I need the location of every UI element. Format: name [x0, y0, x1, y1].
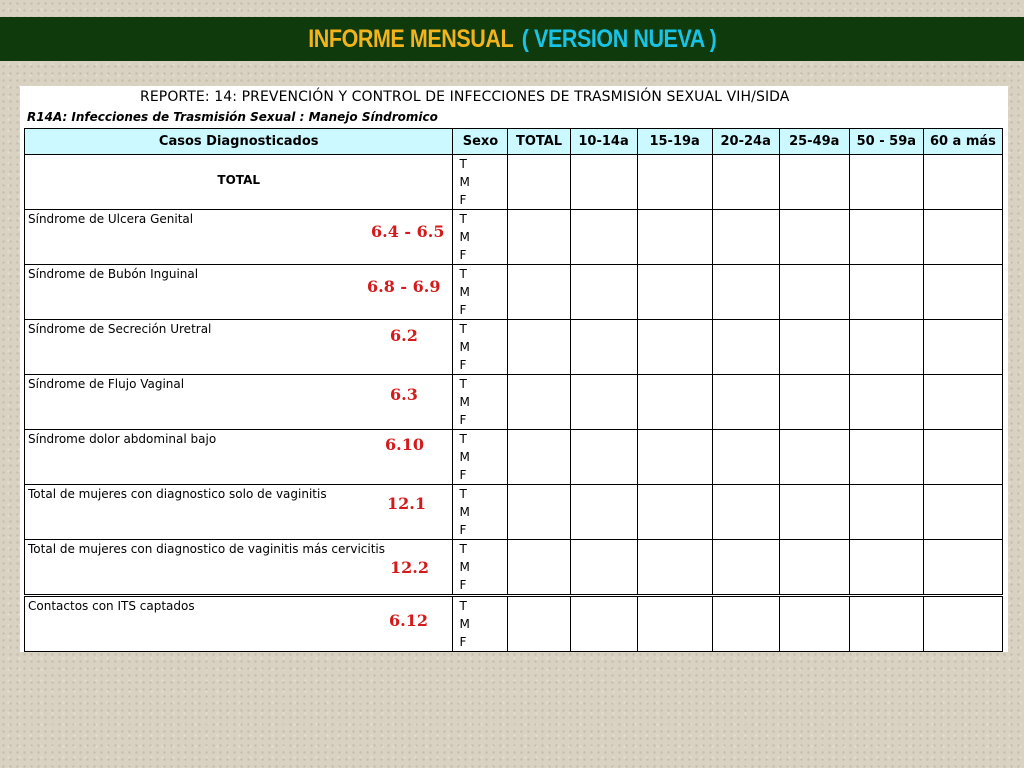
table-row	[25, 210, 1003, 265]
data-cell[interactable]	[712, 540, 779, 596]
case-label: Síndrome de Bubón Inguinal	[28, 267, 199, 281]
data-cell[interactable]	[508, 430, 570, 485]
sex-cell	[453, 540, 508, 596]
report-table	[24, 128, 1003, 652]
data-cell[interactable]	[779, 540, 849, 596]
sex-label: M	[459, 617, 470, 631]
data-cell[interactable]	[779, 265, 849, 320]
case-label: Síndrome de Flujo Vaginal	[28, 377, 185, 391]
data-cell[interactable]	[923, 265, 1002, 320]
case-code: 6.12	[389, 611, 428, 630]
case-label: Total de mujeres con diagnostico solo de vaginitis	[28, 487, 327, 501]
case-cell	[25, 540, 453, 596]
data-cell[interactable]	[712, 485, 779, 540]
data-cell[interactable]	[849, 375, 923, 430]
case-code: 6.2	[390, 326, 418, 345]
data-cell[interactable]	[570, 596, 637, 652]
case-code: 12.1	[387, 494, 426, 513]
data-cell[interactable]	[508, 320, 570, 375]
data-cell[interactable]	[923, 430, 1002, 485]
data-cell[interactable]	[570, 210, 637, 265]
data-cell[interactable]	[637, 210, 712, 265]
data-cell[interactable]	[508, 596, 570, 652]
case-cell	[25, 210, 453, 265]
col-header-20-24: 20-24a	[712, 129, 779, 155]
sex-label: F	[459, 523, 467, 537]
sex-cell	[453, 596, 508, 652]
case-label: TOTAL	[217, 173, 260, 187]
data-cell[interactable]	[637, 155, 712, 210]
data-cell[interactable]	[712, 265, 779, 320]
case-label: Síndrome de Secreción Uretral	[28, 322, 212, 336]
table-row	[25, 320, 1003, 375]
case-cell	[25, 596, 453, 652]
sex-cell	[453, 265, 508, 320]
data-cell[interactable]	[508, 540, 570, 596]
data-cell[interactable]	[712, 320, 779, 375]
table-row	[25, 485, 1003, 540]
sex-label: F	[459, 635, 467, 649]
data-cell[interactable]	[570, 265, 637, 320]
case-cell	[25, 430, 453, 485]
report-title: REPORTE: 14: PREVENCIÓN Y CONTROL DE INFECCIONES DE TRASMISIÓN SEXUAL VIH/SIDA	[140, 89, 790, 105]
table-row	[25, 375, 1003, 430]
table-row	[25, 265, 1003, 320]
data-cell[interactable]	[849, 155, 923, 210]
data-cell[interactable]	[923, 320, 1002, 375]
data-cell[interactable]	[637, 320, 712, 375]
data-cell[interactable]	[637, 540, 712, 596]
report-sheet	[20, 86, 1008, 652]
case-code: 12.2	[390, 558, 429, 577]
case-label: Contactos con ITS captados	[28, 599, 195, 613]
data-cell[interactable]	[570, 540, 637, 596]
col-header-casos: Casos Diagnosticados	[25, 129, 453, 155]
banner-title-main: INFORME MENSUAL	[307, 24, 513, 53]
data-cell[interactable]	[923, 485, 1002, 540]
data-cell[interactable]	[779, 485, 849, 540]
sex-label: F	[459, 193, 467, 207]
sex-label: F	[459, 578, 467, 592]
table-row	[25, 430, 1003, 485]
data-cell[interactable]	[508, 155, 570, 210]
data-cell[interactable]	[779, 430, 849, 485]
data-cell[interactable]	[779, 596, 849, 652]
data-cell[interactable]	[637, 265, 712, 320]
case-label: Síndrome dolor abdominal bajo	[28, 432, 217, 446]
sex-cell	[453, 155, 508, 210]
col-header-60-mas: 60 a más	[923, 129, 1002, 155]
sex-label: M	[459, 560, 470, 574]
data-cell[interactable]	[849, 485, 923, 540]
sex-label: T	[459, 267, 467, 281]
sex-label: M	[459, 230, 470, 244]
data-cell[interactable]	[849, 320, 923, 375]
table-row	[25, 540, 1003, 596]
banner-title	[308, 25, 716, 54]
sex-label: T	[459, 377, 467, 391]
col-header-sexo: Sexo	[453, 129, 508, 155]
data-cell[interactable]	[570, 375, 637, 430]
data-cell[interactable]	[849, 596, 923, 652]
data-cell[interactable]	[779, 210, 849, 265]
case-label: Total de mujeres con diagnostico de vaginitis más cervicitis	[28, 542, 386, 556]
sex-label: F	[459, 358, 467, 372]
col-header-15-19: 15-19a	[637, 129, 712, 155]
case-code: 6.3	[390, 385, 418, 404]
sex-label: F	[459, 303, 467, 317]
data-cell[interactable]	[637, 596, 712, 652]
report-subtitle: R14A: Infecciones de Trasmisión Sexual : Manejo Síndromico	[27, 110, 438, 124]
case-code: 6.8 - 6.9	[367, 277, 441, 296]
sex-label: M	[459, 505, 470, 519]
case-cell	[25, 320, 453, 375]
sex-label: T	[459, 599, 467, 613]
sex-cell	[453, 485, 508, 540]
case-code: 6.4 - 6.5	[371, 222, 445, 241]
sex-cell	[453, 320, 508, 375]
sex-label: F	[459, 248, 467, 262]
data-cell[interactable]	[923, 155, 1002, 210]
data-cell[interactable]	[779, 320, 849, 375]
data-cell[interactable]	[712, 596, 779, 652]
sex-cell	[453, 210, 508, 265]
data-cell[interactable]	[849, 210, 923, 265]
col-header-25-49: 25-49a	[779, 129, 849, 155]
sex-label: M	[459, 450, 470, 464]
sex-label: T	[459, 212, 467, 226]
data-cell[interactable]	[923, 210, 1002, 265]
col-header-50-59: 50 - 59a	[849, 129, 923, 155]
sex-cell	[453, 375, 508, 430]
col-header-total: TOTAL	[508, 129, 570, 155]
banner-title-version: ( VERSION NUEVA )	[521, 24, 717, 53]
data-cell[interactable]	[779, 155, 849, 210]
data-cell[interactable]	[923, 540, 1002, 596]
data-cell[interactable]	[779, 375, 849, 430]
sex-label: F	[459, 468, 467, 482]
sex-label: M	[459, 175, 470, 189]
sex-cell	[453, 430, 508, 485]
case-label: Síndrome de Ulcera Genital	[28, 212, 194, 226]
table-header-row	[25, 129, 1003, 155]
data-cell[interactable]	[570, 320, 637, 375]
data-cell[interactable]	[508, 375, 570, 430]
sex-label: T	[459, 487, 467, 501]
case-code: 6.10	[385, 435, 424, 454]
data-cell[interactable]	[849, 540, 923, 596]
data-cell[interactable]	[508, 265, 570, 320]
data-cell[interactable]	[637, 485, 712, 540]
sex-label: M	[459, 285, 470, 299]
case-cell	[25, 155, 453, 210]
data-cell[interactable]	[508, 210, 570, 265]
data-cell[interactable]	[712, 430, 779, 485]
data-cell[interactable]	[570, 155, 637, 210]
sex-label: M	[459, 340, 470, 354]
sex-label: T	[459, 157, 467, 171]
data-cell[interactable]	[923, 596, 1002, 652]
data-cell[interactable]	[712, 375, 779, 430]
case-cell	[25, 265, 453, 320]
sex-label: T	[459, 432, 467, 446]
data-cell[interactable]	[508, 485, 570, 540]
data-cell[interactable]	[712, 210, 779, 265]
table-row	[25, 155, 1003, 210]
data-cell[interactable]	[570, 485, 637, 540]
sex-label: T	[459, 322, 467, 336]
data-cell[interactable]	[923, 375, 1002, 430]
title-banner	[0, 17, 1024, 61]
sex-label: T	[459, 542, 467, 556]
data-cell[interactable]	[712, 155, 779, 210]
data-cell[interactable]	[637, 430, 712, 485]
sex-label: F	[459, 413, 467, 427]
case-cell	[25, 485, 453, 540]
data-cell[interactable]	[570, 430, 637, 485]
data-cell[interactable]	[637, 375, 712, 430]
col-header-10-14: 10-14a	[570, 129, 637, 155]
sex-label: M	[459, 395, 470, 409]
data-cell[interactable]	[849, 430, 923, 485]
data-cell[interactable]	[849, 265, 923, 320]
table-row	[25, 596, 1003, 652]
case-cell	[25, 375, 453, 430]
